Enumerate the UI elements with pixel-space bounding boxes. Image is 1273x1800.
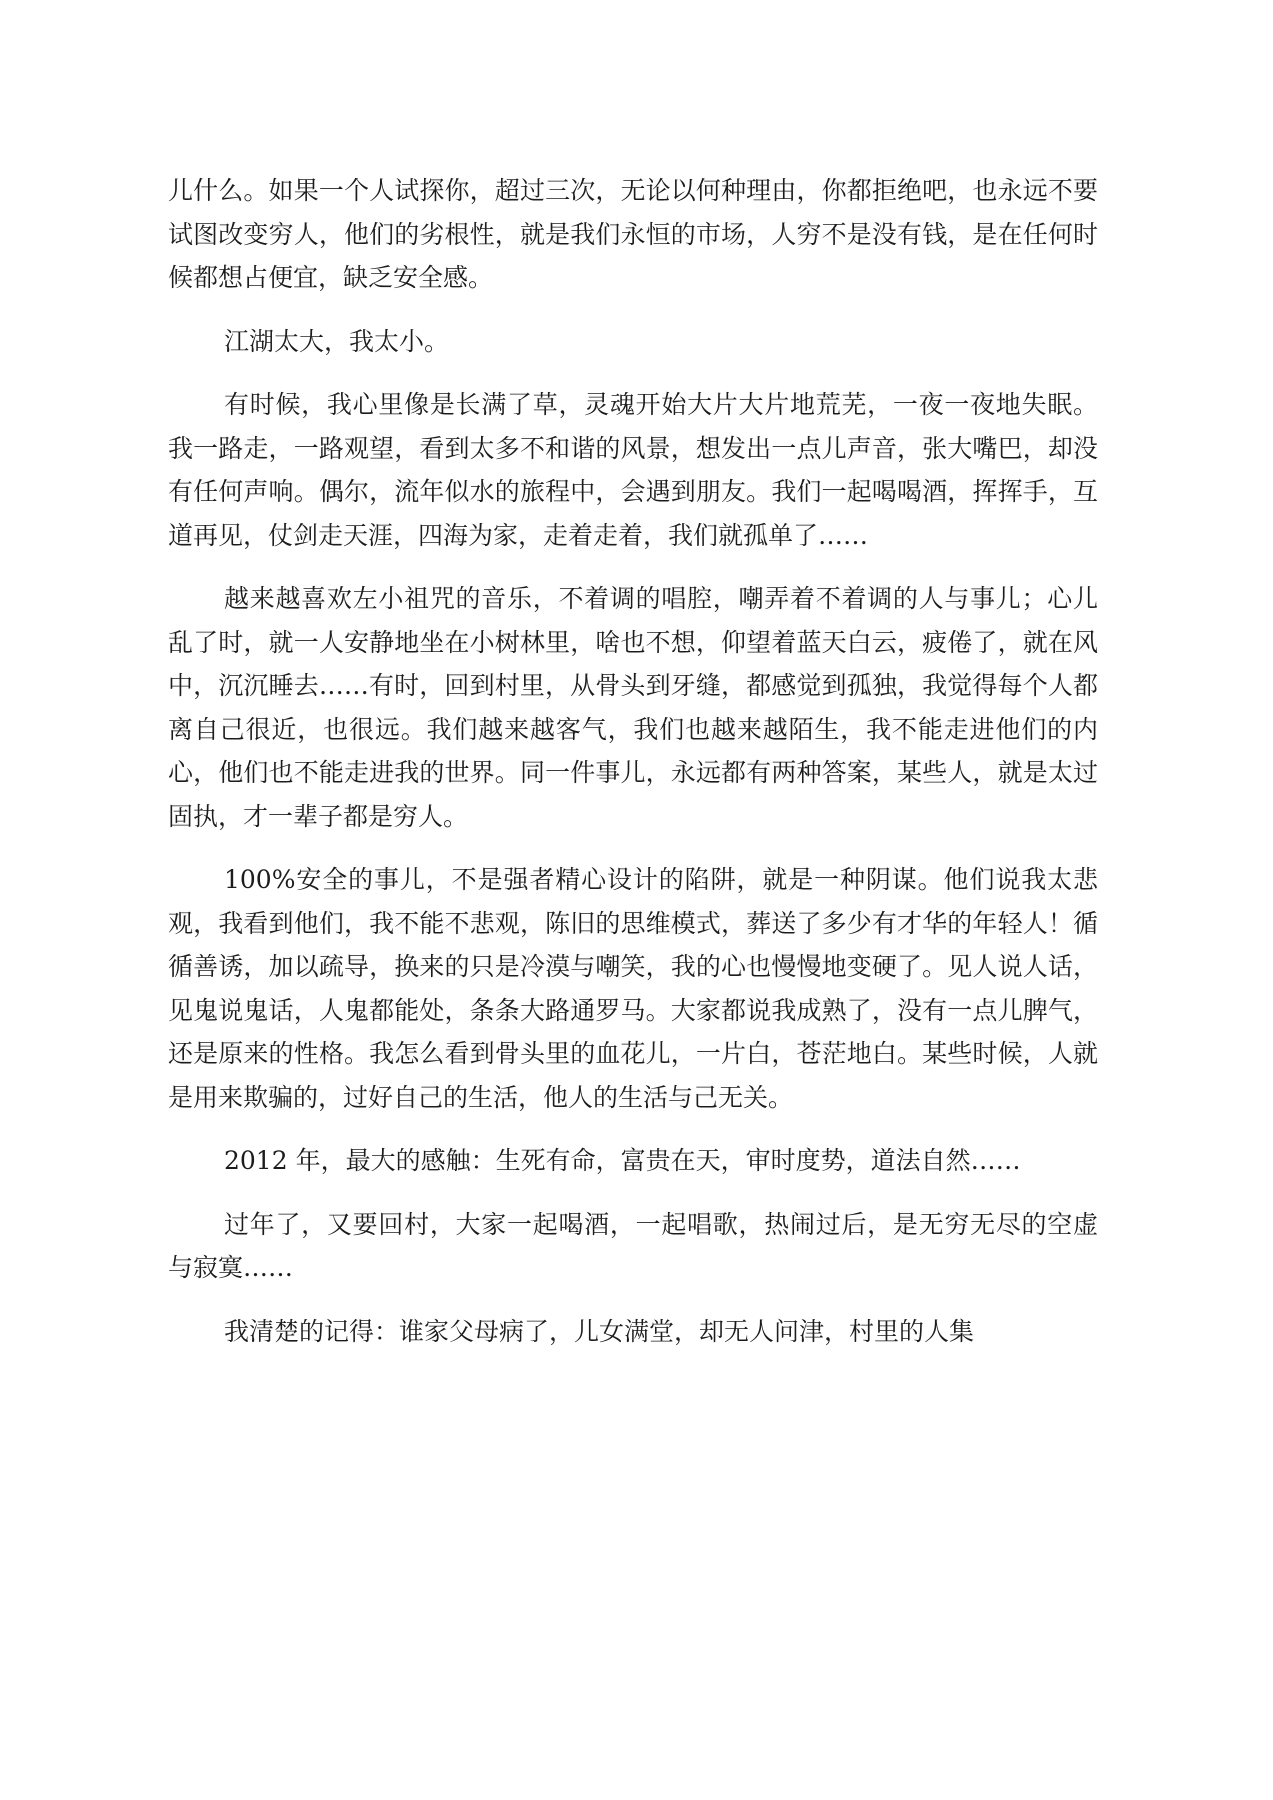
- paragraph: 江湖太大，我太小。: [224, 326, 450, 356]
- paragraph: 有时候，我心里像是长满了草，灵魂开始大片大片地荒芜，一夜一夜地失眠。我一路走，一路观望，看到太多不和谐的风景，想发出一点儿声音，张大嘴巴，却没有任何声响。偶尔，流年似水的旅程中，会遇到朋友。我们一起喝喝酒，挥挥手，互道再见，仗剑走天涯，四海为家，走着走着，我们就孤单了……: [168, 390, 1098, 550]
- body-text: [168, 169, 1098, 1373]
- paragraph: 100%安全的事儿，不是强者精心设计的陷阱，就是一种阴谋。他们说我太悲观，我看到他们，我不能不悲观，陈旧的思维模式，葬送了多少有才华的年轻人！循循善诱，加以疏导，换来的只是冷漠与嘲笑，我的心也慢慢地变硬了。见人说人话，见鬼说鬼话，人鬼都能处，条条大路通罗马。大家都说我成熟了，没有一点儿脾气，还是原来的性格。我怎么看到骨头里的血花儿，一片白，苍茫地白。某些时候，人就是用来欺骗的，过好自己的生活，他人的生活与己无关。: [168, 865, 1098, 1112]
- paragraph: 越来越喜欢左小祖咒的音乐，不着调的唱腔，嘲弄着不着调的人与事儿；心儿乱了时，就一人安静地坐在小树林里，啥也不想，仰望着蓝天白云，疲倦了，就在风中，沉沉睡去……有时，回到村里，从骨头到牙缝，都感觉到孤独，我觉得每个人都离自己很近，也很远。我们越来越客气，我们也越来越陌生，我不能走进他们的内心，他们也不能走进我的世界。同一件事儿，永远都有两种答案，某些人，就是太过固执，才一辈子都是穷人。: [168, 584, 1098, 831]
- paragraph-continued: 儿什么。如果一个人试探你，超过三次，无论以何种理由，你都拒绝吧，也永远不要试图改变穷人，他们的劣根性，就是我们永恒的市场，人穷不是没有钱，是在任何时候都想占便宜，缺乏安全感。: [168, 176, 1098, 292]
- paragraph-truncated: 我清楚的记得：谁家父母病了，儿女满堂，却无人问津，村里的人集: [224, 1316, 975, 1346]
- paragraph: 过年了，又要回村，大家一起喝酒，一起唱歌，热闹过后，是无穷无尽的空虚与寂寞……: [168, 1209, 1098, 1282]
- paragraph: 2012 年，最大的感触：生死有命，富贵在天，审时度势，道法自然……: [224, 1146, 1021, 1175]
